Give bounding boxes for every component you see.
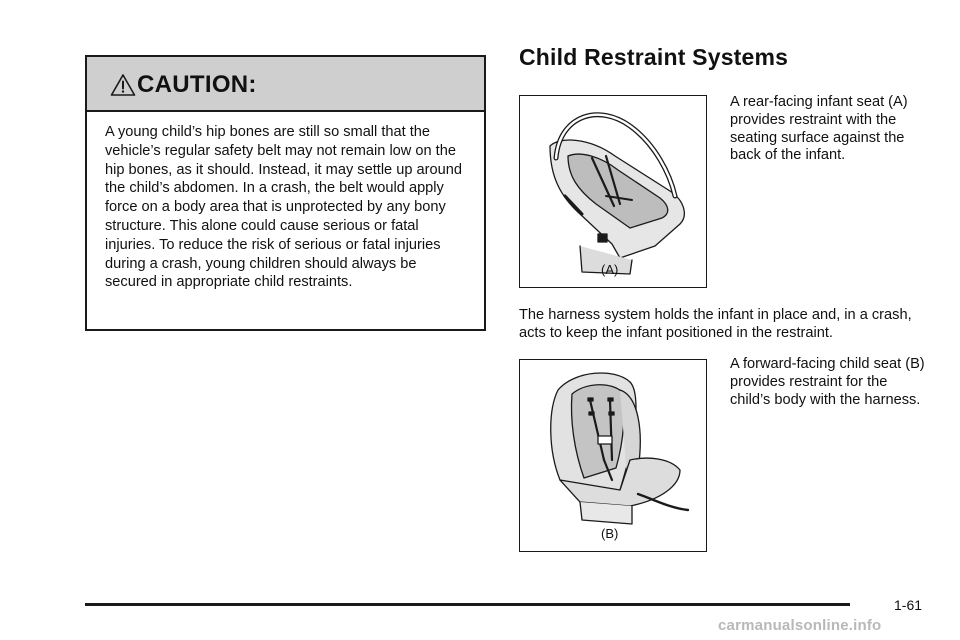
caution-text: A young child’s hip bones are still so small that the vehicle’s regular safety belt may not remain low on the hip bones, as it should. Instead, it may settle up around the child’s abdomen. In a crash, the belt would apply force on a body area that is unprotected by any bony structure. This alone could cause serious or fatal injuries. To reduce the risk of serious or fatal injuries during a crash, young children should always be secured in appropriate child restraints.: [105, 124, 462, 291]
section-title: Child Restraint Systems: [519, 44, 789, 70]
caution-header: [87, 57, 484, 112]
footer-rule: [85, 603, 850, 606]
figure-child-seat: [519, 359, 707, 552]
figure-caption-a: (A): [601, 262, 619, 277]
figure-infant-seat: [519, 95, 707, 288]
rear-facing-infant-seat-illustration: [520, 96, 705, 286]
child-seat-description: A forward-facing child seat (B) provides restraint for the child’s body with the harness.: [730, 356, 925, 408]
infant-seat-description: A rear-facing infant seat (A) provides restraint with the seating surface against the back of the infant.: [730, 94, 908, 164]
forward-facing-child-seat-illustration: [520, 360, 705, 550]
figure-caption-b: (B): [601, 526, 619, 541]
caution-box: [85, 55, 486, 331]
page-number: 1-61: [894, 597, 923, 613]
warning-triangle-icon: [110, 73, 136, 97]
watermark: carmanualsonline.info: [718, 617, 882, 634]
caution-title: CAUTION:: [137, 71, 257, 98]
harness-description: The harness system holds the infant in place and, in a crash, acts to keep the infant positioned in the restraint.: [519, 307, 912, 341]
